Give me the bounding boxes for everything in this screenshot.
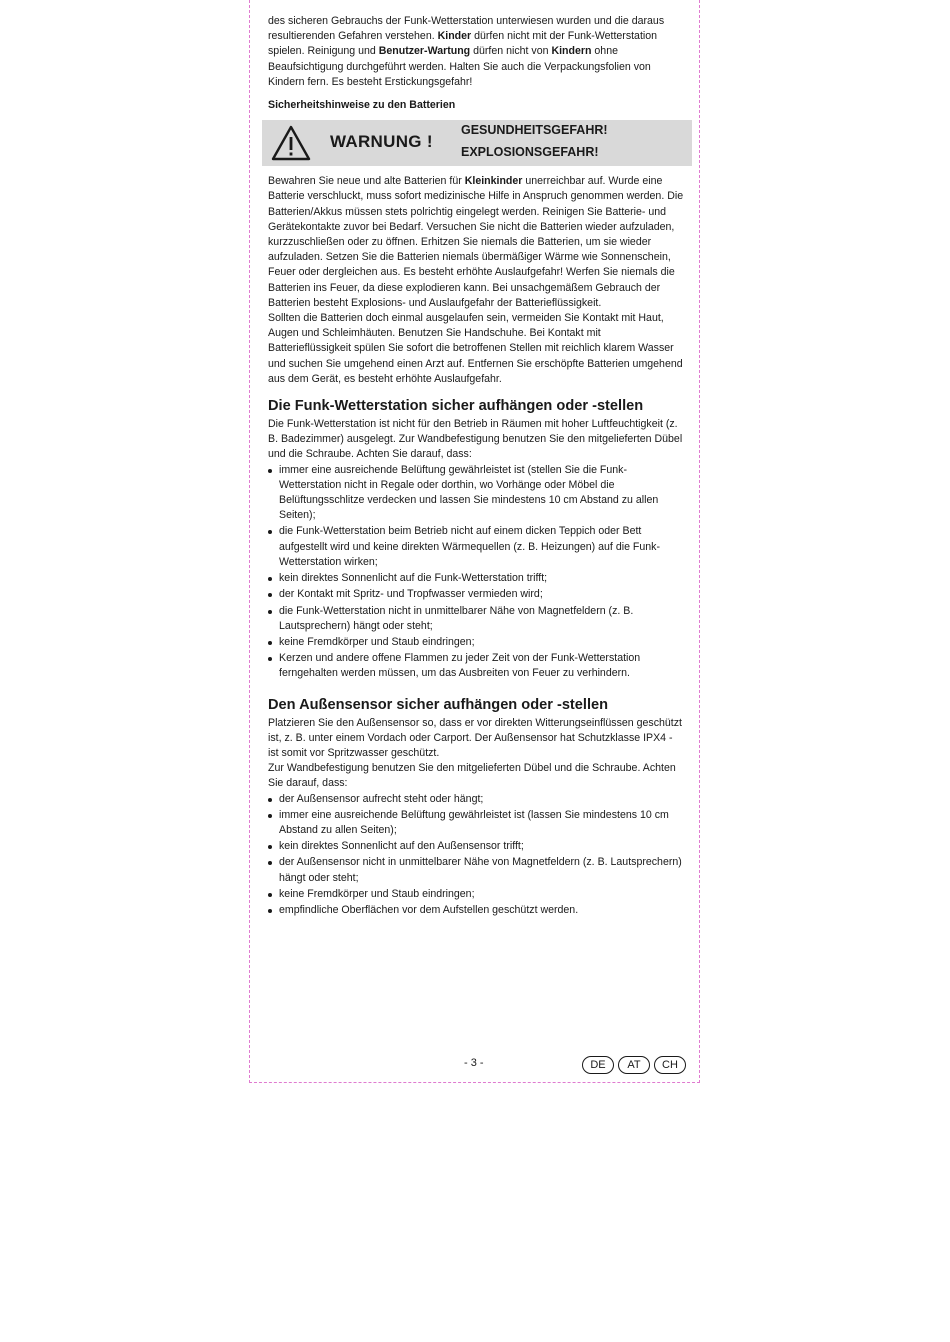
station-list (268, 463, 686, 682)
keyword-kinder: Kinder (437, 30, 472, 43)
list-item: immer eine ausreichende Belüftung gewährleistet ist (stellen Sie die Funk-Wetterstation nicht in Regale oder dorthin, wo Vorhänge oder Möbel die Belüftungsschlitze verdecken und lassen Sie mindestens 10 cm Abstand zu allen Seiten); (268, 463, 686, 524)
keyword-benutzer-wartung: Benutzer-Wartung (378, 45, 471, 58)
station-heading: Die Funk-Wetterstation sicher aufhängen oder -stellen (268, 398, 644, 415)
battery-leak-paragraph: Sollten die Batterien doch einmal ausgelaufen sein, vermeiden Sie Kontakt mit Haut, Augen und Schleimhäuten. Benutzen Sie Handschuhe. Bei Kontakt mit Batterieflüssigkeit spülen Sie sofort die betroffenen Stellen mit reichlich klarem Wasser und suchen Sie umgehend einen Arzt auf. Entfernen Sie erschöpfte Batterien umgehend aus dem Gerät, es besteht erhöhte Auslaufgefahr. (268, 312, 683, 385)
page-number: - 3 - (464, 1057, 484, 1069)
page-content (268, 14, 686, 919)
country-badges (582, 1056, 686, 1074)
battery-safety-heading: Sicherheitshinweise zu den Batterien (268, 99, 456, 112)
keyword-kleinkinder: Kleinkinder (464, 175, 523, 188)
keyword-kindern: Kindern (551, 45, 592, 58)
list-item: der Außensensor nicht in unmittelbarer Nähe von Magnetfeldern (z. B. Lautsprechern) hängt oder steht; (268, 855, 686, 885)
intro-paragraph (268, 14, 686, 90)
intro-text: des sicheren Gebrauchs der Funk-Wetterstation unterwiesen wurden und die daraus resultierenden Gefahren verstehen. (268, 15, 665, 43)
list-item: die Funk-Wetterstation beim Betrieb nicht auf einem dicken Teppich oder Bett aufgestellt wird und keine direkten Wärmequellen (z. B. Heizungen) auf die Funk-Wetterstation wirken; (268, 524, 686, 570)
intro-text: dürfen nicht mit der Funk-Wetterstation spielen. Reinigung und (268, 30, 658, 58)
station-intro: Die Funk-Wetterstation ist nicht für den Betrieb in Räumen mit hoher Luftfeuchtigkeit (z. B. Badezimmer) ausgelegt. Zur Wandbefestigung benutzen Sie den mitgelieferten Dübel und die Schraube. Achten Sie darauf, dass: (268, 418, 683, 461)
warning-triangle-icon (270, 124, 312, 162)
country-badge-de: DE (582, 1056, 614, 1074)
list-item: immer eine ausreichende Belüftung gewährleistet ist (lassen Sie mindestens 10 cm Abstand zu allen Seiten); (268, 808, 686, 838)
list-item: kein direktes Sonnenlicht auf die Funk-Wetterstation trifft; (268, 571, 686, 586)
warning-box (262, 120, 692, 166)
list-item: kein direktes Sonnenlicht auf den Außensensor trifft; (268, 839, 686, 854)
battery-paragraph (268, 174, 686, 311)
manual-page (249, 0, 700, 1083)
list-item: der Kontakt mit Spritz- und Tropfwasser vermieden wird; (268, 587, 686, 602)
list-item: keine Fremdkörper und Staub eindringen; (268, 635, 686, 650)
intro-text: dürfen nicht von (470, 45, 552, 58)
battery-text: unerreichbar auf. Wurde eine Batterie verschluckt, muss sofort medizinische Hilfe in Anspruch genommen werden. Die Batterien/Akkus müssen stets polrichtig eingelegt werden. Reinigen Sie Batterie- und Gerätekontakte zuvor bei Bedarf. Versuchen Sie nicht die Batterien wieder aufzuladen, kurzzuschließen oder zu öffnen. Erhitzen Sie niemals die Batterien, um sie wieder aufzuladen. Setzen Sie die Batterien niemals übermäßiger Wärme wie Sonnenschein, Feuer oder dergleichen aus. Es besteht erhöhte Auslaufgefahr! Werfen Sie niemals die Batterien ins Feuer, da diese explodieren kann. Bei unsachgemäßem Gebrauch der Batterien besteht Explosions- und Auslaufgefahr der Batterieflüssigkeit. (268, 175, 684, 309)
list-item: die Funk-Wetterstation nicht in unmittelbarer Nähe von Magnetfeldern (z. B. Lautsprechern) hängt oder steht; (268, 604, 686, 634)
health-hazard-label: GESUNDHEITSGEFAHR! (461, 123, 608, 138)
list-item: Kerzen und andere offene Flammen zu jeder Zeit von der Funk-Wetterstation ferngehalten werden müssen, um das Ausbreiten von Feuer zu verhindern. (268, 651, 686, 681)
intro-text: ohne Beaufsichtigung durchgeführt werden. Halten Sie auch die Verpackungsfolien von Kindern fern. Es besteht Erstickungsgefahr! (268, 45, 651, 88)
list-item: keine Fremdkörper und Staub eindringen; (268, 887, 686, 902)
list-item: der Außensensor aufrecht steht oder hängt; (268, 792, 686, 807)
sensor-list (268, 792, 686, 919)
battery-text: Bewahren Sie neue und alte Batterien für (268, 175, 465, 188)
country-badge-ch: CH (654, 1056, 686, 1074)
warning-label: WARNUNG ! (330, 132, 433, 152)
explosion-hazard-label: EXPLOSIONSGEFAHR! (461, 145, 599, 160)
country-badge-at: AT (618, 1056, 650, 1074)
sensor-intro: Platzieren Sie den Außensensor so, dass er vor direkten Witterungseinflüssen geschützt ist, z. B. unter einem Vordach oder Carport. Der Außensensor hat Schutzklasse IPX4 - ist somit vor Spritzwasser geschützt. (268, 716, 682, 759)
sensor-heading: Den Außensensor sicher aufhängen oder -stellen (268, 696, 609, 713)
sensor-intro-mounting: Zur Wandbefestigung benutzen Sie den mitgelieferten Dübel und die Schraube. Achten Sie darauf, dass: (268, 762, 676, 790)
list-item: empfindliche Oberflächen vor dem Aufstellen geschützt werden. (268, 903, 686, 918)
